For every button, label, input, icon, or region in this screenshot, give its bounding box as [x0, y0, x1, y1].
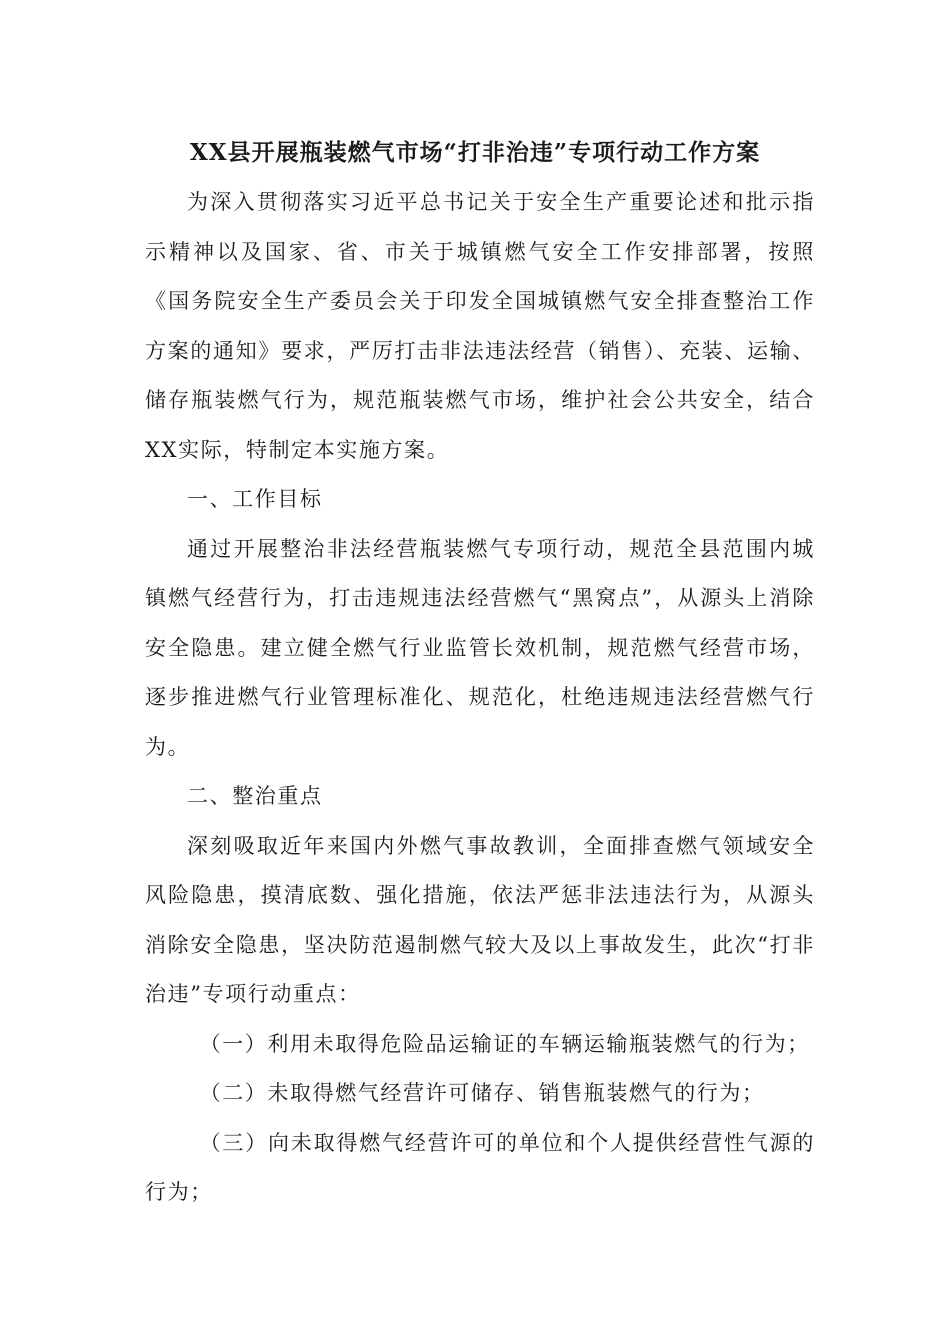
section-heading-focus: 二、整治重点: [187, 784, 323, 808]
document-title: XX县开展瓶装燃气市场“打非治违”专项行动工作方案: [189, 139, 761, 166]
intro-paragraph: 为深入贯彻落实习近平总书记关于安全生产重要论述和批示指示精神以及国家、省、市关于城镇燃气安全工作安排部署，按照《国务院安全生产委员会关于印发全国城镇燃气安全排查整治工作方案的通知》要求，严厉打击非法违法经营（销售）、充装、运输、储存瓶装燃气行为，规范瓶装燃气市场，维护社会公共安全，结合XX实际，特制定本实施方案。: [145, 190, 815, 462]
focus-item-2: （二）未取得燃气经营许可储存、销售瓶装燃气的行为；: [199, 1081, 765, 1105]
document-body: [145, 178, 815, 1218]
goals-paragraph: 通过开展整治非法经营瓶装燃气专项行动，规范全县范围内城镇燃气经营行为，打击违规违法经营燃气“黑窝点”，从源头上消除安全隐患。建立健全燃气行业监管长效机制，规范燃气经营市场，逐步推进燃气行业管理标准化、规范化，杜绝违规违法经营燃气行为。: [145, 536, 815, 759]
section-heading-goals: 一、工作目标: [187, 487, 323, 511]
focus-item-3: （三）向未取得燃气经营许可的单位和个人提供经营性气源的行为；: [145, 1130, 815, 1204]
focus-item-1: （一）利用未取得危险品运输证的车辆运输瓶装燃气的行为；: [199, 1031, 810, 1056]
focus-paragraph: 深刻吸取近年来国内外燃气事故教训，全面排查燃气领域安全风险隐患，摸清底数、强化措施，依法严惩非法违法行为，从源头消除安全隐患，坚决防范遏制燃气较大及以上事故发生，此次“打非治违”专项行动重点：: [145, 833, 815, 1006]
